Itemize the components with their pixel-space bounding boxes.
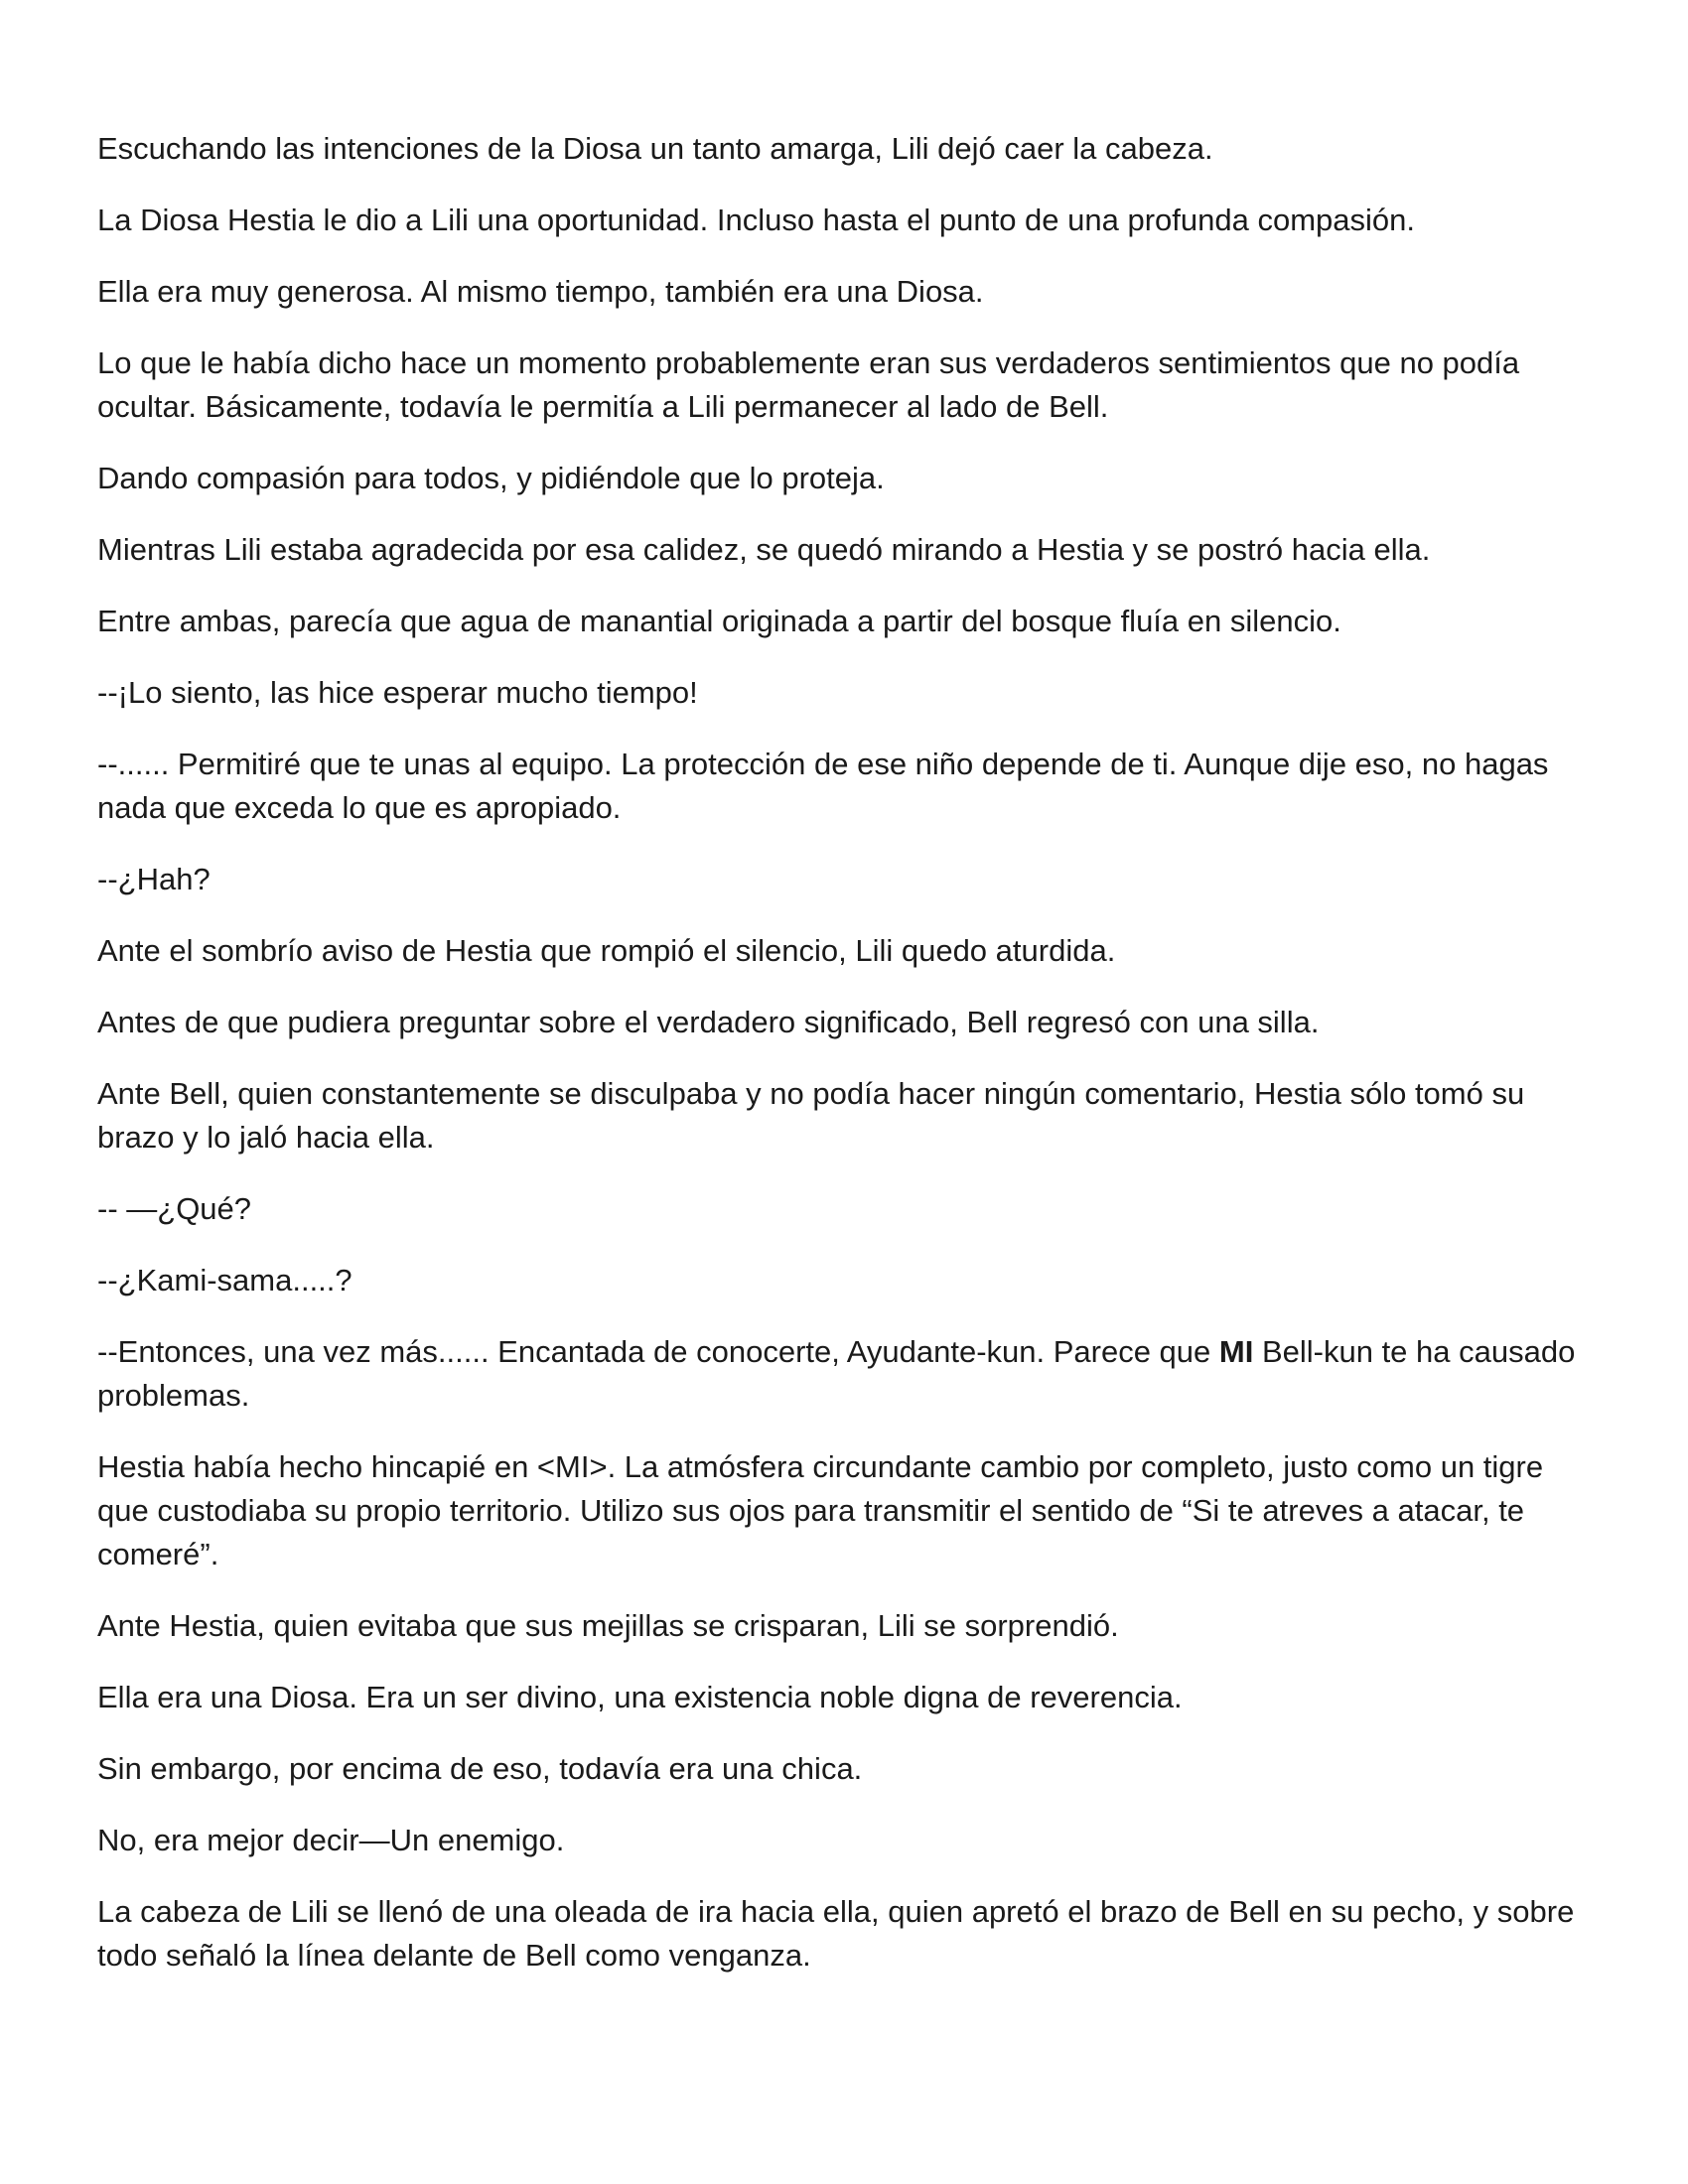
dialogue-line-emphasis (97, 1330, 1599, 1418)
dialogue-text-before: --Entonces, una vez más...... Encantada de conocerte, Ayudante-kun. Parece que (97, 1334, 1219, 1369)
emphasized-word: MI (1218, 1334, 1254, 1369)
dialogue-line: --...... Permitiré que te unas al equipo. La protección de ese niño depende de ti. Aunque dije eso, no hagas nada que exceda lo que es apropiado. (97, 747, 1549, 825)
document-page (97, 127, 1599, 2005)
paragraph: Ante el sombrío aviso de Hestia que rompió el silencio, Lili quedo aturdida. (97, 933, 1116, 968)
paragraph: La cabeza de Lili se llenó de una oleada de ira hacia ella, quien apretó el brazo de Bell en su pecho, y sobre todo señaló la línea delante de Bell como venganza. (97, 1894, 1575, 1973)
paragraph: Antes de que pudiera preguntar sobre el verdadero significado, Bell regresó con una silla. (97, 1005, 1320, 1039)
paragraph: Escuchando las intenciones de la Diosa un tanto amarga, Lili dejó caer la cabeza. (97, 131, 1213, 166)
paragraph: Lo que le había dicho hace un momento probablemente eran sus verdaderos sentimientos que no podía ocultar. Básicamente, todavía le permitía a Lili permanecer al lado de Bell. (97, 345, 1520, 424)
paragraph: La Diosa Hestia le dio a Lili una oportunidad. Incluso hasta el punto de una profunda compasión. (97, 203, 1416, 237)
paragraph: Sin embargo, por encima de eso, todavía era una chica. (97, 1751, 863, 1786)
paragraph: Ante Hestia, quien evitaba que sus mejillas se crisparan, Lili se sorprendió. (97, 1608, 1119, 1643)
paragraph: Ella era muy generosa. Al mismo tiempo, también era una Diosa. (97, 274, 984, 309)
dialogue-line: -- —¿Qué? (97, 1191, 252, 1226)
paragraph: Mientras Lili estaba agradecida por esa calidez, se quedó mirando a Hestia y se postró hacia ella. (97, 532, 1431, 567)
dialogue-text-after: Bell-kun te ha causado problemas. (97, 1334, 1576, 1413)
paragraph: Ante Bell, quien constantemente se disculpaba y no podía hacer ningún comentario, Hestia sólo tomó su brazo y lo jaló hacia ella. (97, 1076, 1525, 1155)
dialogue-line: --¿Kami-sama.....? (97, 1263, 352, 1297)
paragraph: Hestia había hecho hincapié en <MI>. La atmósfera circundante cambio por completo, justo como un tigre que custodiaba su propio territorio. Utilizo sus ojos para transmitir el sentido de “Si te atreves a atacar, te comeré”. (97, 1449, 1544, 1571)
dialogue-line: --¿Hah? (97, 862, 211, 896)
paragraph: Dando compasión para todos, y pidiéndole que lo proteja. (97, 461, 885, 495)
dialogue-line: --¡Lo siento, las hice esperar mucho tiempo! (97, 675, 698, 710)
paragraph: Entre ambas, parecía que agua de manantial originada a partir del bosque fluía en silencio. (97, 604, 1341, 638)
paragraph: No, era mejor decir—Un enemigo. (97, 1823, 565, 1857)
paragraph: Ella era una Diosa. Era un ser divino, una existencia noble digna de reverencia. (97, 1680, 1183, 1714)
